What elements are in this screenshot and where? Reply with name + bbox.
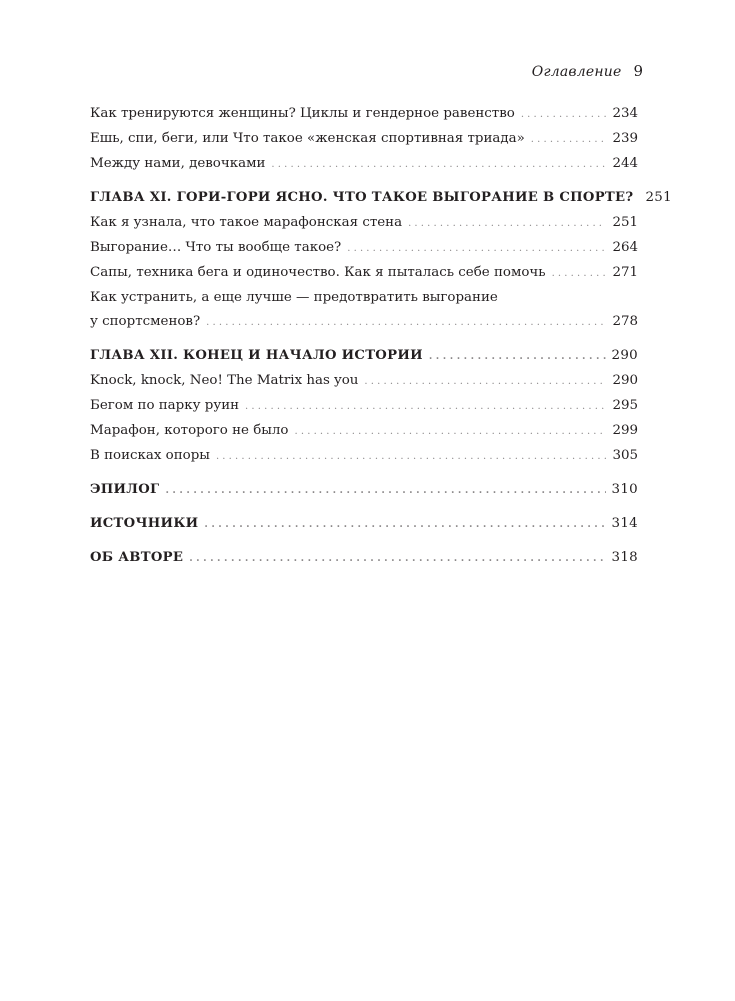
toc-entry-page: 305 [612, 448, 638, 463]
toc-entry-page: 314 [611, 516, 638, 531]
page-number: 9 [633, 62, 643, 80]
dot-leader [245, 395, 606, 419]
toc-entry-title: Бегом по парку руин [90, 398, 240, 413]
toc-entry-continuation [90, 310, 638, 335]
toc-entry-title: Как я узнала, что такое марафонская стена [90, 215, 403, 230]
toc-chapter-title: ГЛАВА XII. КОНЕЦ И НАЧАЛО ИСТОРИИ [90, 348, 423, 363]
toc-entry [90, 211, 638, 236]
toc-entry-page: 290 [612, 373, 638, 388]
running-header [532, 62, 643, 80]
toc-chapter-title: ОБ АВТОРЕ [90, 550, 184, 565]
toc-entry-title: Сапы, техника бега и одиночество. Как я пыталась себе помочь [90, 265, 546, 280]
toc-entry [90, 444, 638, 469]
toc-entry-title-line1: Как устранить, а еще лучше — предотвратить выгорание [90, 290, 498, 305]
toc-entry-title: Марафон, которого не было [90, 423, 289, 438]
toc-entry-title: В поисках опоры [90, 448, 210, 463]
toc-entry-page: 234 [612, 106, 638, 121]
dot-leader [206, 311, 606, 335]
dot-leader [271, 153, 606, 177]
dot-leader [189, 547, 605, 571]
toc-entry-page: 264 [612, 240, 638, 255]
toc-entry [90, 369, 638, 394]
toc-entry-page: 271 [612, 265, 638, 280]
dot-leader [531, 128, 607, 152]
dot-leader [295, 420, 607, 444]
toc-entry-page: 239 [612, 131, 638, 146]
toc-entry-page: 244 [612, 156, 638, 171]
table-of-contents [90, 102, 672, 571]
toc-entry-title: Ешь, спи, беги, или Что такое «женская спортивная триада» [90, 131, 525, 146]
toc-chapter-entry [90, 546, 638, 571]
toc-chapter-title: ЭПИЛОГ [90, 482, 160, 497]
dot-leader [204, 513, 605, 537]
dot-leader [408, 212, 606, 236]
dot-leader [347, 237, 606, 261]
dot-leader [521, 103, 607, 127]
toc-entry-page: 299 [612, 423, 638, 438]
toc-entry [90, 394, 638, 419]
toc-entry-page: 251 [645, 190, 672, 205]
dot-leader [165, 479, 605, 503]
toc-entry-page: 251 [612, 215, 638, 230]
toc-chapter-entry [90, 186, 672, 211]
dot-leader [552, 262, 607, 286]
toc-entry-page: 310 [611, 482, 638, 497]
dot-leader [364, 370, 606, 394]
toc-entry-title: Как тренируются женщины? Циклы и гендерное равенство [90, 106, 515, 121]
toc-entry [90, 419, 638, 444]
toc-entry-page: 295 [612, 398, 638, 413]
toc-entry [90, 236, 638, 261]
toc-chapter-entry [90, 512, 638, 537]
toc-chapter-entry [90, 344, 638, 369]
dot-leader [429, 345, 606, 369]
section-title: Оглавление [531, 64, 622, 80]
toc-entry-title: Knock, knock, Neo! The Matrix has you [90, 373, 359, 388]
toc-entry [90, 127, 638, 152]
toc-entry [90, 102, 638, 127]
toc-entry [90, 152, 638, 177]
toc-entry-title: Между нами, девочками [90, 156, 266, 171]
toc-chapter-title: ГЛАВА XI. ГОРИ-ГОРИ ЯСНО. ЧТО ТАКОЕ ВЫГОРАНИЕ В СПОРТЕ? [90, 190, 634, 205]
toc-entry-page: 318 [611, 550, 638, 565]
toc-entry-page: 290 [611, 348, 638, 363]
toc-entry [90, 261, 638, 286]
toc-entry-page: 278 [612, 314, 638, 329]
toc-chapter-title: ИСТОЧНИКИ [90, 516, 199, 531]
dot-leader [216, 445, 606, 469]
toc-entry-title: Выгорание… Что ты вообще такое? [90, 240, 342, 255]
toc-entry-multiline [90, 286, 638, 335]
toc-entry-title-line2: у спортсменов? [90, 314, 201, 329]
toc-chapter-entry [90, 478, 638, 503]
